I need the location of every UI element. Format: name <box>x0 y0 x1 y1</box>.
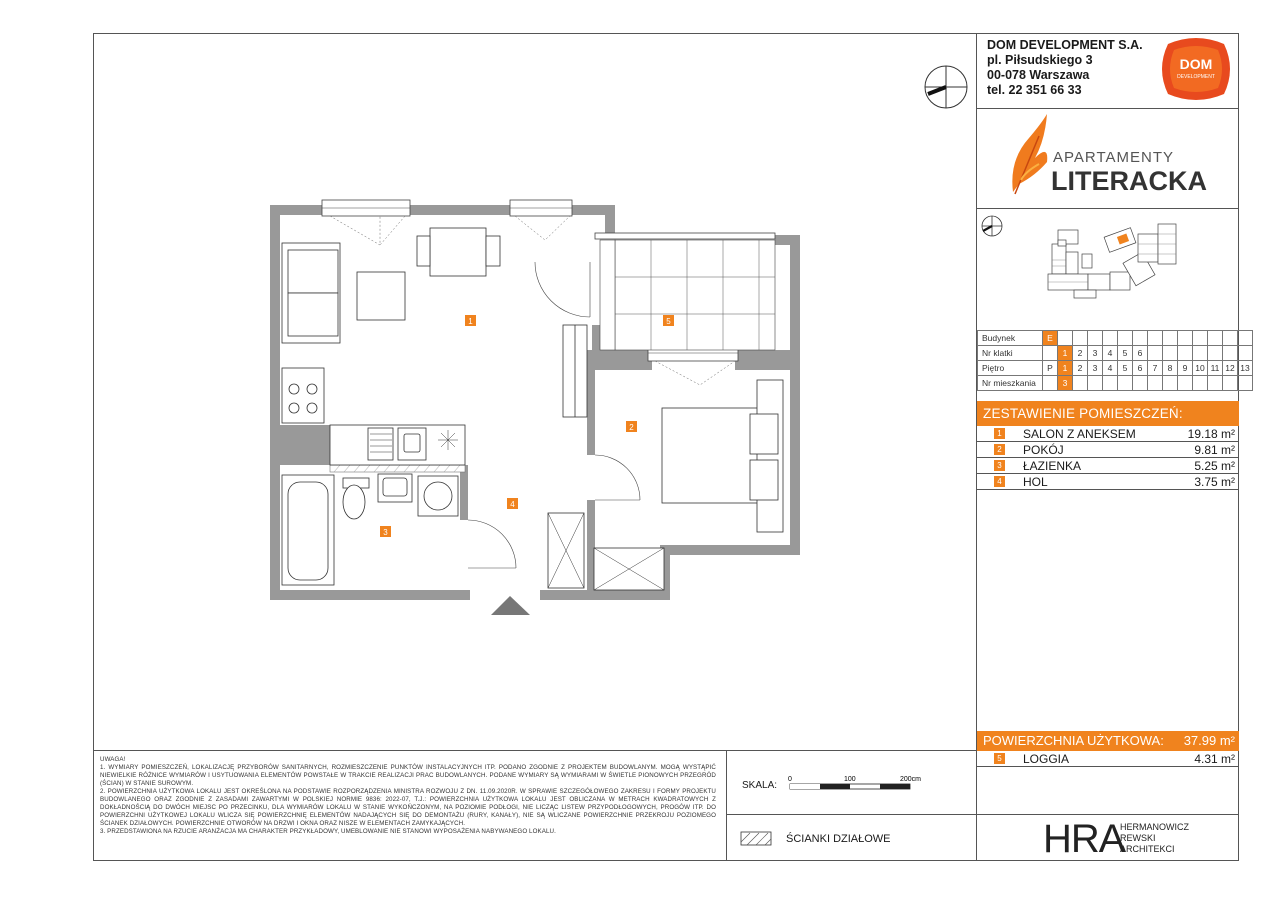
svg-text:DEVELOPMENT: DEVELOPMENT <box>1177 74 1215 80</box>
room-row: 3 ŁAZIENKA 5.25 m² <box>977 458 1239 474</box>
location-table: Budynek E Nr klatki 1 2 3 4 5 6 Piętro P 1 2 3 4 5 6 7 8 9 10 11 12 13 Nr mieszkania 3 <box>977 330 1253 391</box>
room-row: 4 HOL 3.75 m² <box>977 474 1239 490</box>
compass-small-icon <box>982 216 1002 236</box>
svg-text:200cm: 200cm <box>900 776 922 783</box>
company-city: 00-078 Warszawa <box>987 68 1090 82</box>
company-street: pl. Piłsudskiego 3 <box>987 53 1093 67</box>
divider <box>726 750 727 861</box>
compass-icon <box>920 64 972 110</box>
svg-text:0: 0 <box>788 776 792 783</box>
notes <box>100 756 716 836</box>
loggia-row: 5 LOGGIA 4.31 m² <box>977 751 1239 767</box>
note-item: 2. POWIERZCHNIA UŻYTKOWA LOKALU JEST OKREŚLONA NA PODSTAWIE ROZPORZĄDZENIA MINISTRA ROZWOJU Z DN. 11.09.2020R. W SPRAWIE SZCZEGÓŁOWEGO ZAKRESU I FORMY PROJEKTU BUDOWLANEGO ORAZ ZGODNIE Z ZASADAMI ZAWARTYMI W POLSKIEJ NORMIE 9836: 2022-07, T.J.: POWIERZCHNIA UŻYTKOWA LOKALU JEST OBLICZANA W METRACH KWADRATOWYCH Z DOKŁADNOŚCIĄ DO DWÓCH MIEJSC PO PRZECINKU, DLA WYMIARÓW LOKALU W STANIE WYKOŃCZONYM, NA POZIOMIE PODŁOGI, NIE LICZĄC LISTEW PRZYPODŁOGOWYCH, PROGÓW ITP. DO POWIERZCHNI UŻYTKOWEJ LOKALU WLICZA SIĘ POWIERZCHNIĘ ELEMENTÓW NADAJĄCYCH SIĘ DO DEMONTAŻU (RURY, KANAŁY), NIE SĄ WLICZANE POWIERZCHNIE PRZEKROJU POZIOMEGO ŚCIANEK DZIAŁOWYCH. POWIERZCHNIE OTWORÓW NA DRZWI I OKNA ORAZ NISZE W ELEMENTACH ZAMYKAJĄCYCH. <box>100 788 716 827</box>
project-logo <box>995 110 1235 206</box>
divider <box>976 108 1239 109</box>
total-value: 37.99 m² <box>1183 733 1235 748</box>
summary-title: ZESTAWIENIE POMIESZCZEŃ: <box>977 401 1239 426</box>
feather-icon <box>1012 114 1047 192</box>
legend-label: ŚCIANKI DZIAŁOWE <box>786 833 891 845</box>
architect-logo: HRA <box>1043 817 1125 861</box>
room-row: 2 POKÓJ 9.81 m² <box>977 442 1239 458</box>
total-label: POWIERZCHNIA UŻYTKOWA: <box>983 733 1164 748</box>
architect-name: HERMANOWICZ REWSKI ARCHITEKCI <box>1120 822 1189 854</box>
dom-logo <box>1158 36 1234 102</box>
company-info <box>987 38 1143 98</box>
company-name: DOM DEVELOPMENT S.A. <box>987 38 1143 52</box>
svg-text:4: 4 <box>510 500 515 509</box>
divider <box>726 814 976 815</box>
room-row: 1 SALON Z ANEKSEM 19.18 m² <box>977 426 1239 442</box>
note-item: 1. WYMIARY POMIESZCZEŃ, LOKALIZACJĘ PRZYBORÓW SANITARNYCH, ROZMIESZCZENIE PUNKTÓW INSTALACYJNYCH ITP. PODANO ZGODNIE Z PROJEKTEM BUDOWLANYM. MOGĄ WYSTĄPIĆ NIEWIELKIE RÓŻNICE WYMIARÓW I USYTUOWANIA ELEMENTÓW POWSTAŁE W TRAKCIE REALIZACJI PRAC BUDOWLANYCH. PODANE WYMIARY SĄ WYMIARAMI W ŚWIETLE PIONOWYCH PRZEGRÓD (ŚCIAN) W STANIE SUROWYM. <box>100 764 716 787</box>
scale-bar <box>786 774 926 796</box>
svg-text:5: 5 <box>666 317 671 326</box>
site-plan <box>978 210 1238 325</box>
svg-text:DOM: DOM <box>1179 56 1213 72</box>
divider <box>93 750 976 751</box>
note-item: 3. PRZEDSTAWIONA NA RZUCIE ARANŻACJA MA CHARAKTER PRZYKŁADOWY, UMEBLOWANIE NIE STANOWI WYPOSAŻENIA NABYWANEGO LOKALU. <box>100 828 556 835</box>
floor-plan <box>260 195 810 620</box>
divider <box>976 208 1239 209</box>
svg-text:3: 3 <box>383 528 388 537</box>
project-line1: APARTAMENTY <box>1053 149 1175 166</box>
company-phone: tel. 22 351 66 33 <box>987 83 1082 97</box>
notes-title: UWAGA! <box>100 756 126 763</box>
total-area-bar <box>977 731 1239 751</box>
svg-text:1: 1 <box>468 317 473 326</box>
svg-text:2: 2 <box>629 423 634 432</box>
scale-label: SKALA: <box>742 780 778 791</box>
project-line2: LITERACKA <box>1051 166 1207 196</box>
svg-text:100: 100 <box>844 776 856 783</box>
hatch-legend-icon <box>740 831 772 847</box>
divider <box>976 814 1239 815</box>
